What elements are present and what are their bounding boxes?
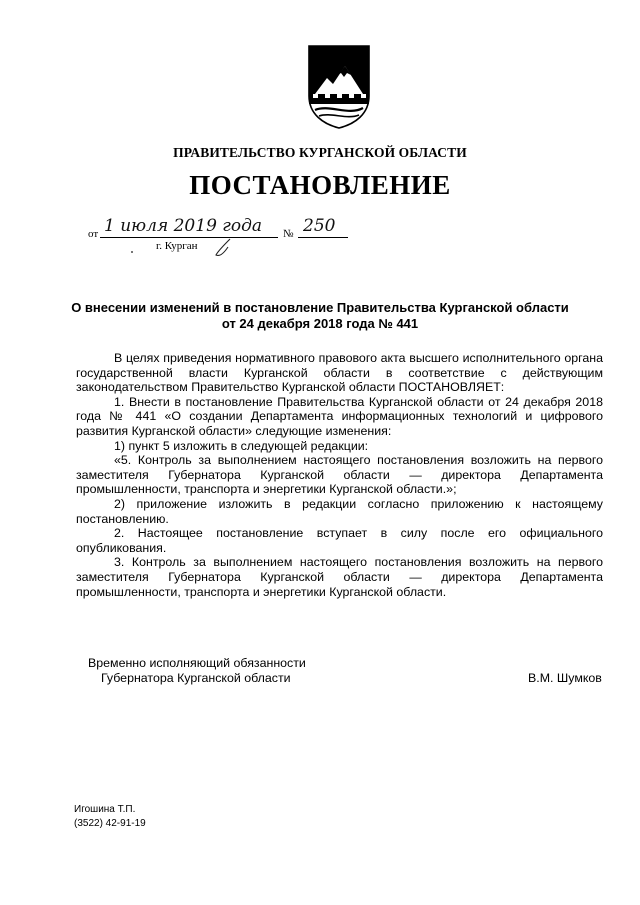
preamble-paragraph: В целях приведения нормативного правового акта высшего исполнительного органа государственной власти Курганской области в соответствие с действующим законодательством Правительство Курганской области ПОСТАНОВЛЯЕТ:: [76, 351, 603, 395]
signatory-position-line-1: Временно исполняющий обязанности: [88, 656, 306, 670]
handwritten-stroke: [210, 237, 240, 259]
subitem-2-paragraph: 2) приложение изложить в редакции согласно приложению к настоящему постановлению.: [76, 496, 603, 526]
date-prefix: от: [88, 228, 99, 240]
dot-mark: [131, 251, 133, 253]
signatory-position-line-2: Губернатора Курганской области: [101, 671, 291, 685]
coat-of-arms-emblem: [307, 44, 371, 130]
item-2-paragraph: 2. Настоящее постановление вступает в силу после его официального опубликования.: [76, 526, 603, 555]
resolution-body: [76, 351, 603, 599]
handwritten-number: 250: [303, 216, 336, 236]
signatory-name: В.М. Шумков: [528, 671, 602, 685]
date-underline: [100, 237, 278, 238]
executor-name: Игошина Т.П.: [74, 804, 136, 815]
item-3-paragraph: 3. Контроль за выполнением настоящего постановления возложить на первого заместителя Губернатора Курганской области — директора Департамента промышленности, транспорта и энергетики Курганской области.: [76, 555, 603, 599]
resolution-title: [0, 300, 640, 332]
document-type-title: ПОСТАНОВЛЕНИЕ: [189, 170, 451, 200]
subitem-1-paragraph: 1) пункт 5 изложить в следующей редакции:: [114, 438, 369, 453]
place-of-issue: г. Курган: [156, 240, 198, 252]
organization-name: ПРАВИТЕЛЬСТВО КУРГАНСКОЙ ОБЛАСТИ: [173, 145, 467, 160]
title-line-2: от 24 декабря 2018 года № 441: [221, 316, 419, 331]
item-1-paragraph: 1. Внести в постановление Правительства Курганской области от 24 декабря 2018 года № 441 «О создании Департамента информационных технологий и цифрового развития Курганской области» следующие изменения:: [76, 394, 603, 438]
number-prefix: №: [283, 228, 294, 240]
quoted-item-5-paragraph: «5. Контроль за выполнением настоящего постановления возложить на первого заместителя Губернатора Курганской области — директора Департамента промышленности, транспорта и энергетики Курганской области.»;: [76, 453, 603, 497]
executor-phone: (3522) 42-91-19: [74, 818, 146, 829]
number-underline: [298, 237, 348, 238]
handwritten-date: 1 июля 2019 года: [104, 216, 263, 236]
title-line-1: О внесении изменений в постановление Правительства Курганской области: [71, 300, 569, 315]
